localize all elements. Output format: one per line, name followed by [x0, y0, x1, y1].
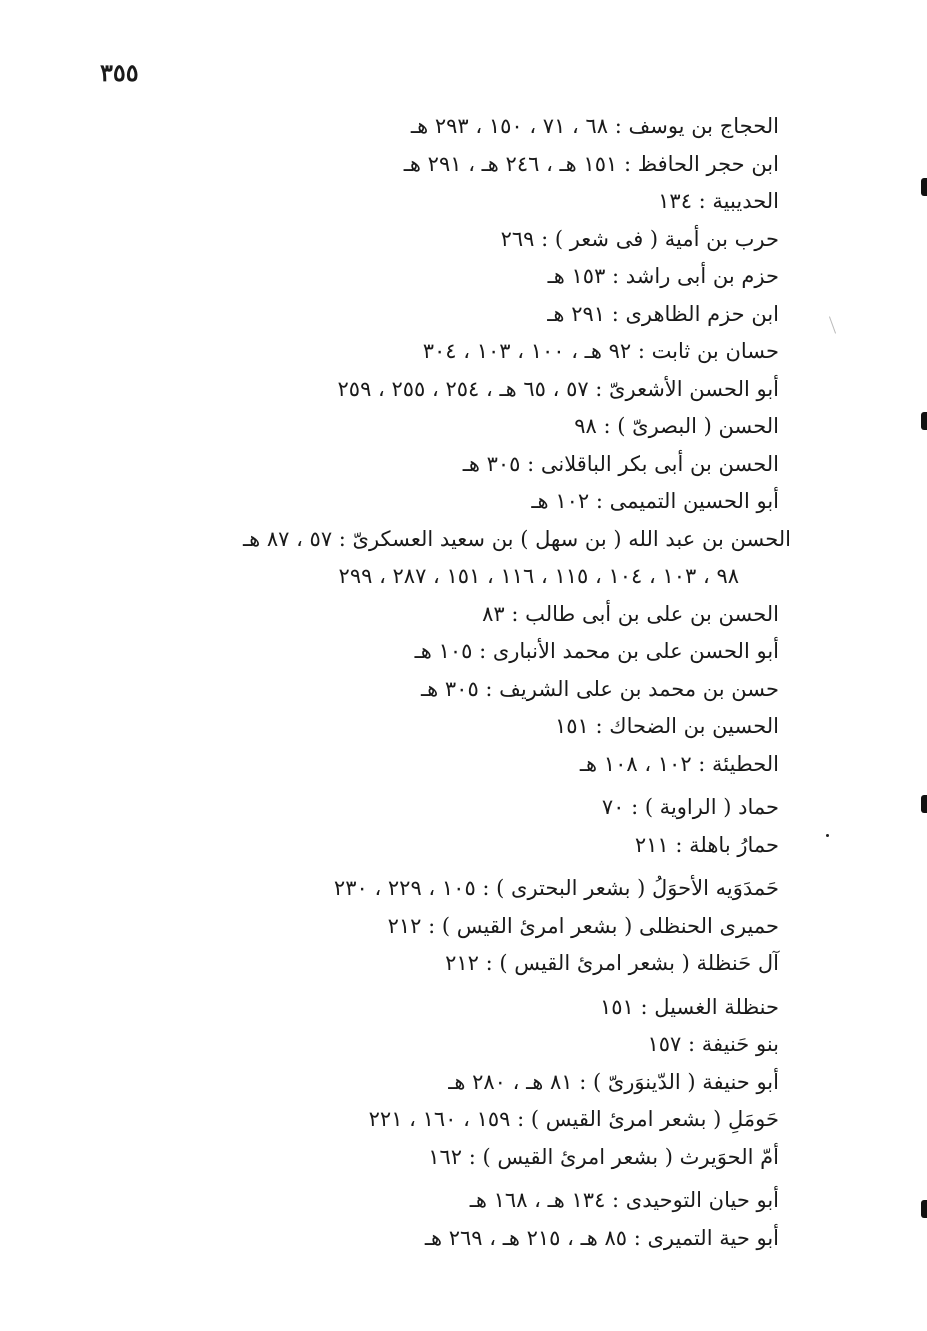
- index-entry: أبو الحسين التميمى : ١٠٢ هـ: [531, 489, 779, 513]
- page-number: ٣٥٥: [100, 58, 139, 87]
- scan-edge-mark: [921, 795, 927, 813]
- index-entry: الحسن بن على بن أبى طالب : ٨٣: [482, 601, 779, 626]
- index-entries: [119, 108, 791, 1257]
- index-entry: حسان بن ثابت : ٩٢ هـ ، ١٠٠ ، ١٠٣ ، ٣٠٤: [422, 339, 779, 363]
- index-entry: الحجاج بن يوسف : ٦٨ ، ٧١ ، ١٥٠ ، ٢٩٣ هـ: [410, 114, 779, 138]
- index-entry: حَمدَوَيه الأحوَلُ ( بشعر البحترى ) : ١٠٥ ، ٢٢٩ ، ٢٣٠: [333, 876, 779, 900]
- index-entry: الحسن ( البصرىّ ) : ٩٨: [574, 414, 779, 438]
- scan-edge-mark: [921, 1200, 927, 1218]
- index-entry: أبو حنيفة ( الدّينوَرىّ ) : ٨١ هـ ، ٢٨٠ هـ: [448, 1069, 779, 1094]
- index-entry-continuation: ٩٨ ، ١٠٣ ، ١٠٤ ، ١١٥ ، ١١٦ ، ١٥١ ، ٢٨٧ ، ٢٩٩: [338, 564, 739, 588]
- index-entry: الحديبية : ١٣٤: [658, 189, 779, 213]
- index-entry: حميرى الحنظلى ( بشعر امرئ القيس ) : ٢١٢: [387, 913, 779, 938]
- index-entry: آل حَنظلة ( بشعر امرئ القيس ) : ٢١٢: [445, 951, 779, 975]
- scan-speck: [826, 834, 829, 837]
- index-entry: أبو حيان التوحيدى : ١٣٤ هـ ، ١٦٨ هـ: [469, 1188, 779, 1212]
- scan-hair: [829, 316, 836, 333]
- index-entry: حرب بن أمية ( فى شعر ) : ٢٦٩: [500, 226, 779, 251]
- scan-edge-mark: [921, 178, 927, 196]
- index-entry: حزم بن أبى راشد : ١٥٣ هـ: [547, 264, 779, 288]
- index-entry: ابن حزم الظاهرى : ٢٩١ هـ: [547, 301, 779, 326]
- index-entry: حمارُ باهلة : ٢١١: [634, 832, 779, 857]
- index-entry: حَومَلِ ( بشعر امرئ القيس ) : ١٥٩ ، ١٦٠ ، ٢٢١: [368, 1107, 779, 1131]
- index-entry: الحسن بن أبى بكر الباقلانى : ٣٠٥ هـ: [462, 451, 779, 476]
- index-entry: الحسن بن عبد الله ( بن سهل ) بن سعيد العسكرىّ : ٥٧ ، ٨٧ هـ: [242, 526, 791, 551]
- scan-edge-mark: [921, 412, 927, 430]
- index-entry: الحطيئة : ١٠٢ ، ١٠٨ هـ: [579, 751, 779, 776]
- index-entry: أبو الحسن الأشعرىّ : ٥٧ ، ٦٥ هـ ، ٢٥٤ ، ٢٥٥ ، ٢٥٩: [337, 376, 779, 401]
- index-entry: أمّ الحوَيرث ( بشعر امرئ القيس ) : ١٦٢: [428, 1144, 779, 1169]
- index-entry: بنو حَنيفة : ١٥٧: [647, 1032, 779, 1056]
- index-entry: ابن حجر الحافظ : ١٥١ هـ ، ٢٤٦ هـ ، ٢٩١ هـ: [403, 151, 779, 176]
- index-entry: أبو حية التميرى : ٨٥ هـ ، ٢١٥ هـ ، ٢٦٩ هـ: [424, 1225, 779, 1250]
- index-entry: حسن بن محمد بن على الشريف : ٣٠٥ هـ: [420, 676, 779, 701]
- index-entry: الحسين بن الضحاك : ١٥١: [554, 714, 779, 738]
- index-entry: حنظلة الغسيل : ١٥١: [599, 994, 779, 1019]
- index-entry: حماد ( الراوية ) : ٧٠: [601, 795, 779, 819]
- index-entry: أبو الحسن على بن محمد الأنبارى : ١٠٥ هـ: [414, 639, 779, 663]
